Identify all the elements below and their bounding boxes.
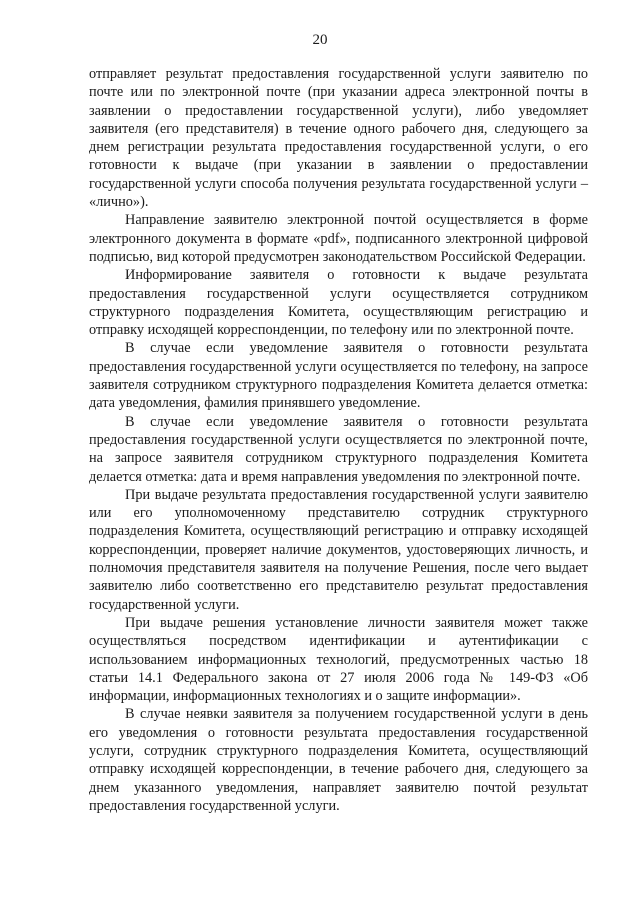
paragraph: В случае если уведомление заявителя о готовности результата предоставления государственной услуги осуществляется по телефону, на запросе заявителя сотрудником структурного подразделения Комитета делается отметка: дата уведомления, фамилия принявшего уведомление. bbox=[89, 340, 588, 412]
page-number: 20 bbox=[312, 32, 328, 48]
paragraph: При выдаче решения установление личности заявителя может также осуществляться посредством идентификации и аутентификации с использованием информационных технологий, предусмотренных частью 18 статьи 14.1 Федерального закона от 27 июля 2006 года № 149-ФЗ «Об информации, информационных технологиях и о защите информации». bbox=[89, 614, 588, 705]
paragraph: В случае неявки заявителя за получением государственной услуги в день его уведомления о готовности результата предоставления государственной услуги, сотрудник структурного подразделения Комитета, осуществляющий отправку исходящей корреспонденции, в течение рабочего дня, следующего за днем указанного уведомления, направляет заявителю почтой результат предоставления государственной услуги. bbox=[89, 706, 588, 814]
document-body bbox=[89, 65, 588, 815]
paragraph: отправляет результат предоставления государственной услуги заявителю по почте или по электронной почте (при указании адреса электронной почты в заявлении о предоставлении государственной услуги), либо уведомляет заявителя (его представителя) в течение одного рабочего дня, следующего за днем регистрации результата предоставления государственной услуги, о его готовности к выдаче (при указании в заявлении о предоставлении государственной услуги способа получения результата государственной услуги – «лично»). bbox=[89, 66, 588, 211]
paragraph: В случае если уведомление заявителя о готовности результата предоставления государственной услуги осуществляется по электронной почте, на запросе заявителя сотрудником структурного подразделения Комитета делается отметка: дата и время направления уведомления по электронной почте. bbox=[89, 413, 588, 485]
paragraph: При выдаче результата предоставления государственной услуги заявителю или его уполномоченному представителю сотрудник структурного подразделения Комитета, осуществляющий регистрацию и отправку исходящей корреспонденции, проверяет наличие документов, удостоверяющих личность, и полномочия представителя заявителя на получение Решения, после чего выдает заявителю либо соответственно его представителю результат предоставления государственной услуги. bbox=[89, 486, 588, 613]
paragraph: Направление заявителю электронной почтой осуществляется в форме электронного документа в формате «pdf», подписанного электронной цифровой подписью, вид которой предусмотрен законодательством Российской Федерации. bbox=[89, 212, 588, 265]
paragraph: Информирование заявителя о готовности к выдаче результата предоставления государственной услуги осуществляется сотрудником структурного подразделения Комитета, осуществляющим регистрацию и отправку исходящей корреспонденции, по телефону или по электронной почте. bbox=[89, 267, 588, 339]
